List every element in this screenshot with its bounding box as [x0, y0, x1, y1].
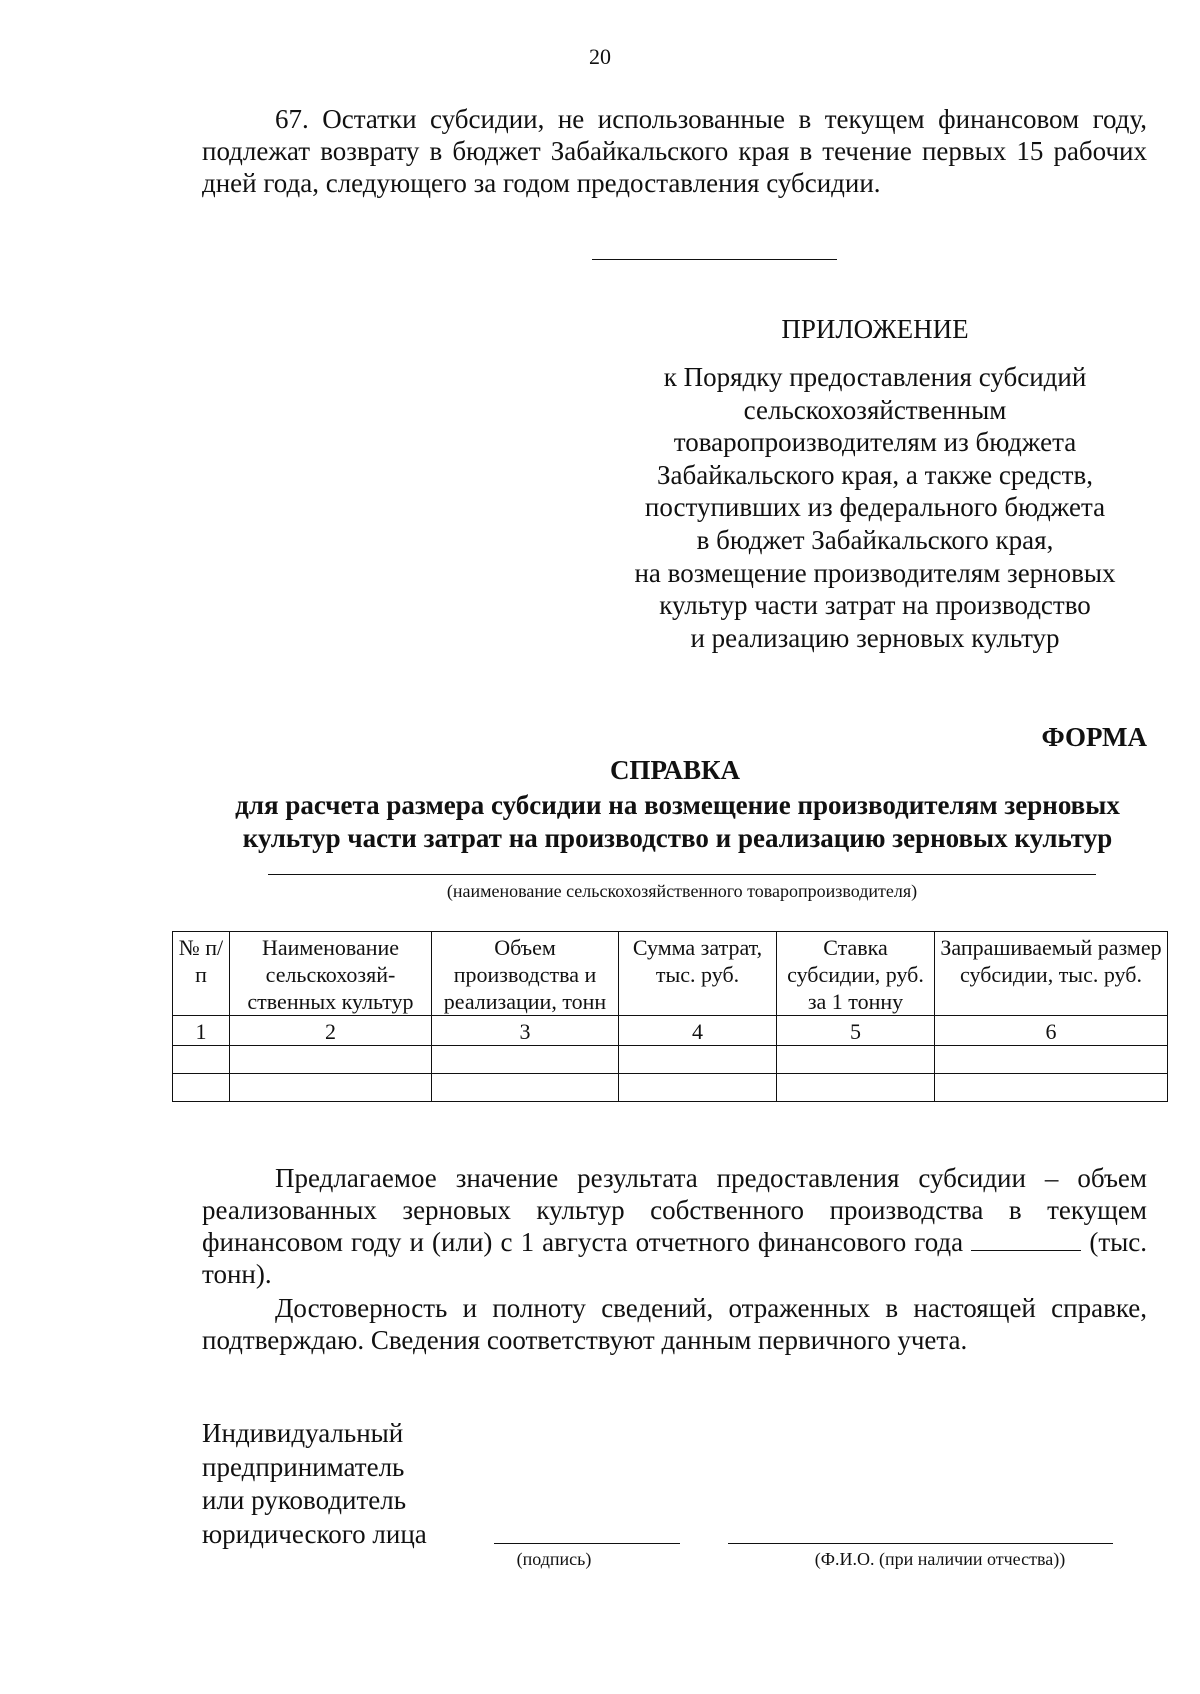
- table-header-row: [173, 932, 1168, 1016]
- column-number: 3: [432, 1016, 619, 1046]
- table-cell: [935, 1074, 1168, 1102]
- column-number: 6: [935, 1016, 1168, 1046]
- appendix-line: Забайкальского края, а также средств,: [657, 459, 1093, 490]
- table-cell: [432, 1074, 619, 1102]
- header-number: № п/п: [173, 932, 230, 1016]
- header-crop-name: Наименование сельскохозяй-ственных культур: [230, 932, 432, 1016]
- signer-line: или руководитель: [202, 1485, 407, 1515]
- document-subtitle: [180, 789, 1175, 855]
- paragraph-confirmation: Достоверность и полноту сведений, отраженных в настоящей справке, подтверждаю. Сведения соответствуют данным первичного учета.: [202, 1293, 1147, 1355]
- signer-title: [202, 1417, 427, 1551]
- table-cell: [619, 1074, 777, 1102]
- appendix-line: в бюджет Забайкальского края,: [696, 524, 1054, 555]
- table-cell: [777, 1046, 935, 1074]
- appendix-line: на возмещение производителям зерновых: [634, 557, 1116, 588]
- appendix-body: [600, 361, 1150, 654]
- header-rate: Ставка субсидии, руб. за 1 тонну: [777, 932, 935, 1016]
- signature-caption: (подпись): [516, 1549, 592, 1569]
- result-text: Предлагаемое значение результата предоставления субсидии – объем реализованных зерновых культур собственного производства в текущем финансовом году и (или) с 1 августа отчетного финансового года: [202, 1163, 1147, 1257]
- table-cell: [173, 1074, 230, 1102]
- subtitle-line: для расчета размера субсидии на возмещение производителям зерновых: [235, 790, 1120, 820]
- form-label: ФОРМА: [1041, 722, 1147, 752]
- producer-name-caption: (наименование сельскохозяйственного товаропроизводителя): [446, 881, 918, 901]
- table-cell: [173, 1046, 230, 1074]
- signer-line: Индивидуальный: [202, 1418, 404, 1448]
- subsidy-table: [172, 931, 1168, 1102]
- table-cell: [230, 1074, 432, 1102]
- page-number: 20: [589, 44, 611, 69]
- signer-line: юридического лица: [202, 1518, 427, 1549]
- appendix-line: сельскохозяйственным: [743, 394, 1007, 425]
- table-cell: [230, 1046, 432, 1074]
- appendix-title: ПРИЛОЖЕНИЕ: [781, 314, 969, 344]
- appendix-line: товаропроизводителям из бюджета: [673, 427, 1077, 458]
- column-number: 5: [777, 1016, 935, 1046]
- table-row: [173, 1046, 1168, 1074]
- table-column-numbers-row: [173, 1016, 1168, 1046]
- table-row: [173, 1074, 1168, 1102]
- column-number: 2: [230, 1016, 432, 1046]
- paragraph-result: [202, 1162, 1147, 1290]
- full-name-line: [728, 1543, 1113, 1544]
- signature-line: [494, 1543, 680, 1544]
- result-value-blank: [971, 1228, 1081, 1251]
- separator-line: [592, 259, 837, 260]
- column-number: 4: [619, 1016, 777, 1046]
- table-cell: [935, 1046, 1168, 1074]
- signer-line: предприниматель: [202, 1451, 405, 1482]
- header-costs: Сумма затрат, тыс. руб.: [619, 932, 777, 1016]
- table-cell: [619, 1046, 777, 1074]
- header-volume: Объем производства и реализации, тонн: [432, 932, 619, 1016]
- full-name-caption: (Ф.И.О. (при наличии отчества)): [814, 1549, 1066, 1569]
- paragraph-67: 67. Остатки субсидии, не использованные в текущем финансовом году, подлежат возврату в бюджет Забайкальского края в течение первых 15 рабочих дней года, следующего за годом предоставления субсидии.: [202, 104, 1147, 198]
- column-number: 1: [173, 1016, 230, 1046]
- appendix-line: и реализацию зерновых культур: [690, 622, 1060, 653]
- appendix-line: к Порядку предоставления субсидий: [663, 362, 1087, 392]
- header-requested-amount: Запрашиваемый размер субсидии, тыс. руб.: [935, 932, 1168, 1016]
- table-cell: [777, 1074, 935, 1102]
- result-unit: (тыс. тонн).: [202, 1227, 1148, 1289]
- document-title: СПРАВКА: [609, 755, 741, 785]
- appendix-line: поступивших из федерального бюджета: [644, 492, 1106, 523]
- appendix-line: культур части затрат на производство: [659, 590, 1091, 621]
- table-cell: [432, 1046, 619, 1074]
- producer-name-line: [268, 874, 1096, 875]
- subtitle-line: культур части затрат на производство и реализацию зерновых культур: [242, 823, 1113, 853]
